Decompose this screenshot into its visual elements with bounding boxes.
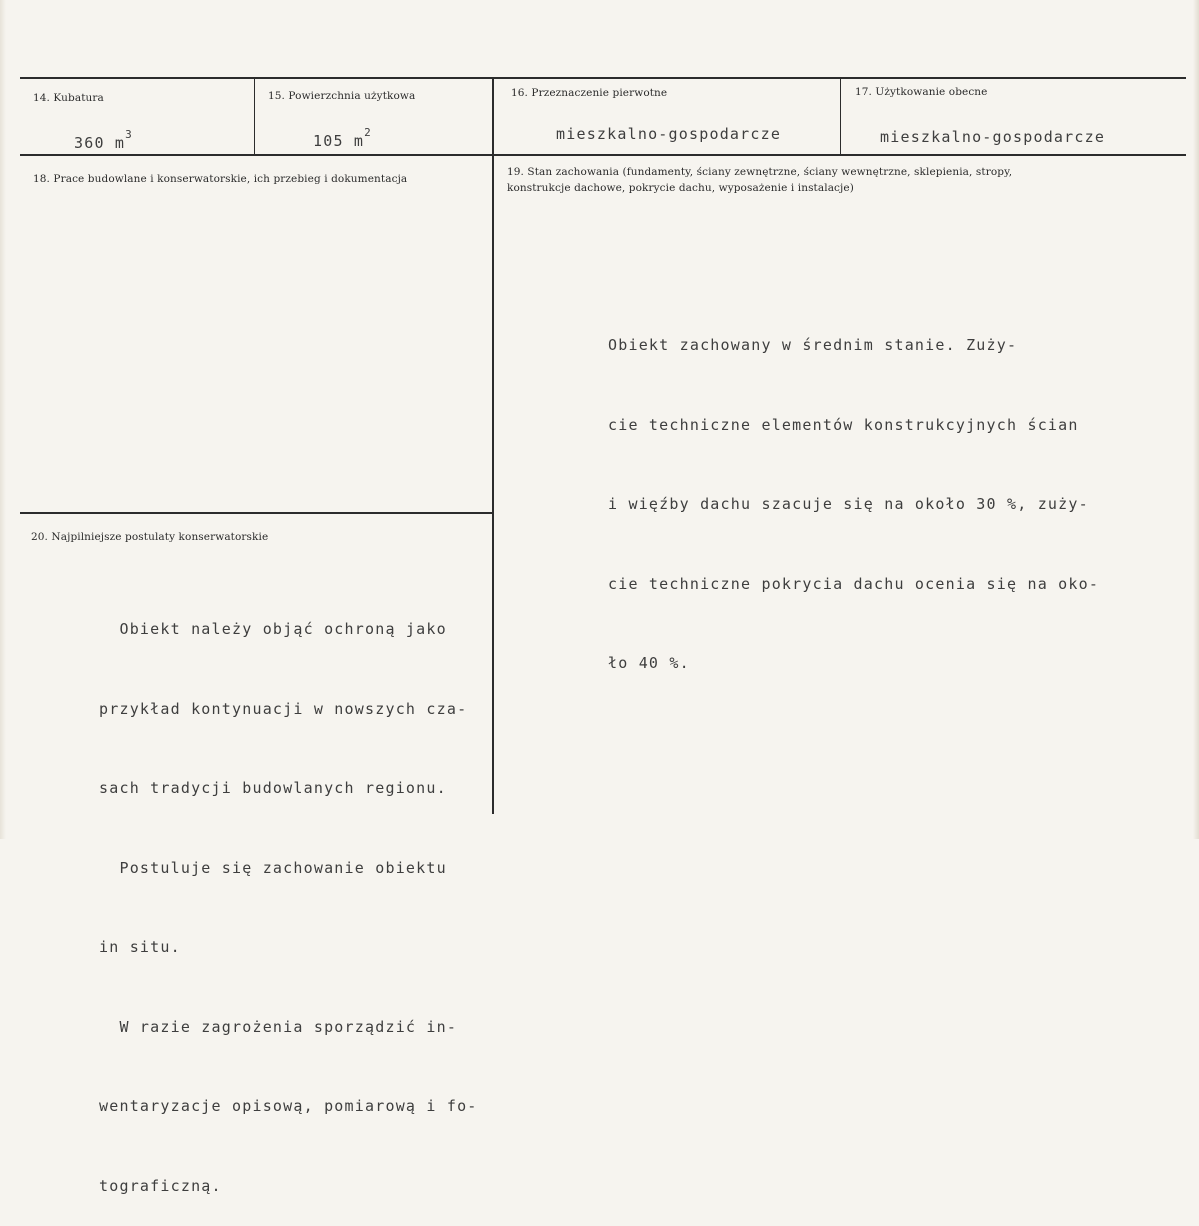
stan-line: ło 40 %.	[608, 654, 690, 672]
stan-label-line1: 19. Stan zachowania (fundamenty, ściany zewnętrzne, ściany wewnętrzne, sklepienia, stropy,	[507, 166, 1013, 178]
kubatura-value: 360 $m^3$	[74, 128, 132, 152]
kubatura-label: 14. Kubatura	[33, 92, 104, 104]
stan-label-line2: konstrukcje dachowe, pokrycie dachu, wyposażenie i instalacje)	[507, 182, 854, 195]
postulaty-line: wentaryzacje opisową, pomiarową i fo-	[99, 1097, 478, 1115]
col-divider-15-16	[492, 78, 494, 814]
stan-label	[507, 164, 1012, 197]
paper-edge-right	[1193, 0, 1199, 839]
przeznaczenie-label: 16. Przeznaczenie pierwotne	[511, 87, 668, 99]
row1-bottom-rule	[20, 154, 1186, 156]
paper-edge-left	[0, 0, 6, 839]
postulaty-line: sach tradycji budowlanych regionu.	[99, 779, 447, 797]
section-18-20-rule	[20, 512, 492, 514]
postulaty-line: in situ.	[99, 938, 181, 956]
uzytkowanie-label: 17. Użytkowanie obecne	[855, 86, 988, 98]
col-divider-16-17	[840, 78, 841, 155]
postulaty-line: Obiekt należy objąć ochroną jako	[99, 620, 447, 638]
stan-line: cie techniczne elementów konstrukcyjnych ścian	[608, 415, 1079, 434]
postulaty-line: przykład kontynuacji w nowszych cza-	[99, 699, 468, 718]
powierzchnia-value: 105 $m^2$	[313, 126, 371, 150]
stan-text	[608, 279, 1099, 703]
przeznaczenie-value: mieszkalno-gospodarcze	[556, 125, 782, 143]
stan-line: i więźby dachu szacuje się na około 30 %, zuży-	[608, 495, 1089, 513]
stan-line: Obiekt zachowany w średnim stanie. Zuży-	[608, 336, 1018, 354]
uzytkowanie-value: mieszkalno-gospodarcze	[880, 128, 1106, 146]
postulaty-label: 20. Najpilniejsze postulaty konserwatorskie	[31, 531, 269, 543]
postulaty-line: Postuluje się zachowanie obiektu	[99, 858, 447, 877]
col-divider-14-15	[254, 78, 255, 155]
postulaty-text	[99, 563, 478, 1226]
powierzchnia-label: 15. Powierzchnia użytkowa	[268, 90, 416, 102]
postulaty-line: tograficzną.	[99, 1176, 222, 1195]
top-border-rule	[20, 77, 1186, 79]
prace-label: 18. Prace budowlane i konserwatorskie, ich przebieg i dokumentacja	[33, 173, 408, 185]
postulaty-line: W razie zagrożenia sporządzić in-	[99, 1017, 458, 1036]
stan-line: cie techniczne pokrycia dachu ocenia się na oko-	[608, 574, 1100, 593]
